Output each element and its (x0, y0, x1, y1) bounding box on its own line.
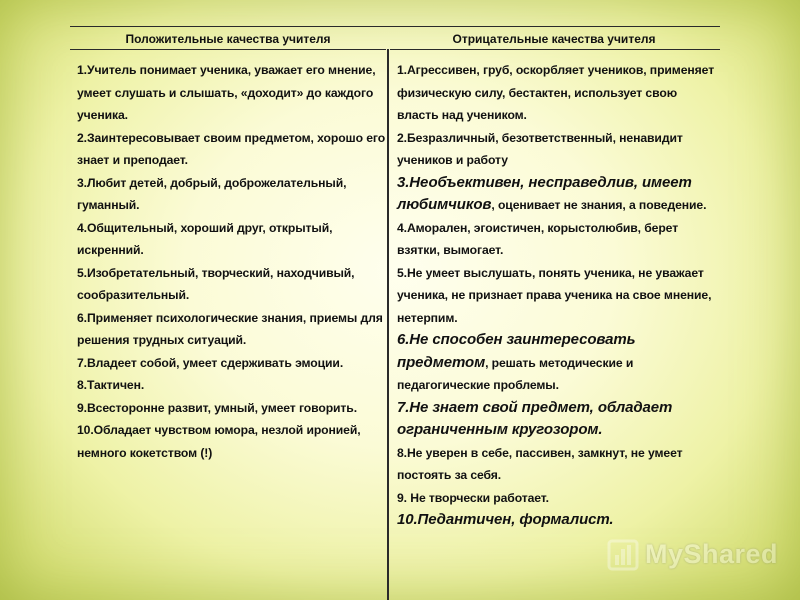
positive-item: 8.Тактичен. (77, 378, 145, 392)
negative-item (397, 397, 719, 442)
watermark-text: MyShared (645, 539, 779, 569)
positive-item: 7.Владеет собой, умеет сдерживать эмоции. (77, 355, 344, 370)
positive-qualities-column (77, 59, 387, 464)
negative-qualities-column (397, 59, 719, 532)
positive-item: 1.Учитель понимает ученика, уважает его мнение, умеет слушать и слышать, «доходит» до каждого ученика. (77, 63, 376, 122)
negative-item-emphasis: 10.Педантичен, формалист. (397, 511, 614, 528)
watermark-logo (607, 537, 779, 573)
column-divider (387, 49, 389, 600)
negative-item-emphasis: 7.Не знает свой предмет, обладает ограниченным кругозором. (397, 398, 673, 438)
positive-item: 5.Изобретательный, творческий, находчивый, сообразительный. (77, 265, 355, 302)
negative-item-rest: , решать методические и педагогические проблемы. (397, 355, 634, 392)
negative-item: 9. Не творчески работает. (397, 490, 549, 505)
negative-item-rest: , оценивает не знания, а поведение. (491, 198, 707, 212)
negative-item: 5.Не умеет выслушать, понять ученика, не уважает ученика, не признает права ученика на свое мнение, нетерпим. (397, 265, 712, 325)
negative-item-emphasis: 3.Необъективен, несправедлив, имеет любимчиков (397, 173, 692, 213)
positive-item: 2.Заинтересовывает своим предметом, хорошо его знает и преподает. (77, 130, 386, 167)
negative-item (397, 172, 719, 217)
positive-item: 3.Любит детей, добрый, доброжелательный, гуманный. (77, 175, 347, 212)
header-bottom-border-left (70, 49, 386, 50)
table-top-border (70, 26, 720, 27)
negative-item: 4.Аморален, эгоистичен, корыстолюбив, берет взятки, вымогает. (397, 220, 679, 257)
negative-item (397, 509, 719, 532)
bar-chart-icon (607, 539, 639, 571)
table-header (70, 32, 720, 50)
positive-item: 9.Всесторонне развит, умный, умеет говорить. (77, 400, 357, 415)
negative-item (397, 329, 719, 397)
negative-item-emphasis: 6.Не способен заинтересовать предметом (397, 331, 636, 371)
positive-item: 10.Обладает чувством юмора, незлой иронией, немного кокетством (!) (77, 423, 361, 460)
header-bottom-border-right (390, 49, 720, 50)
positive-item: 4.Общительный, хороший друг, открытый, искренний. (77, 220, 333, 257)
positive-item: 6.Применяет психологические знания, приемы для решения трудных ситуаций. (77, 310, 383, 347)
negative-item: 1.Агрессивен, груб, оскорбляет учеников, применяет физическую силу, бестактен, использует свою власть над учеником. (397, 63, 715, 122)
header-negative: Отрицательные качества учителя (452, 32, 656, 46)
qualities-table (70, 26, 720, 600)
negative-item: 8.Не уверен в себе, пассивен, замкнут, не умеет постоять за себя. (397, 445, 683, 482)
header-positive: Положительные качества учителя (125, 32, 331, 46)
negative-item: 2.Безразличный, безответственный, ненавидит учеников и работу (397, 130, 683, 167)
